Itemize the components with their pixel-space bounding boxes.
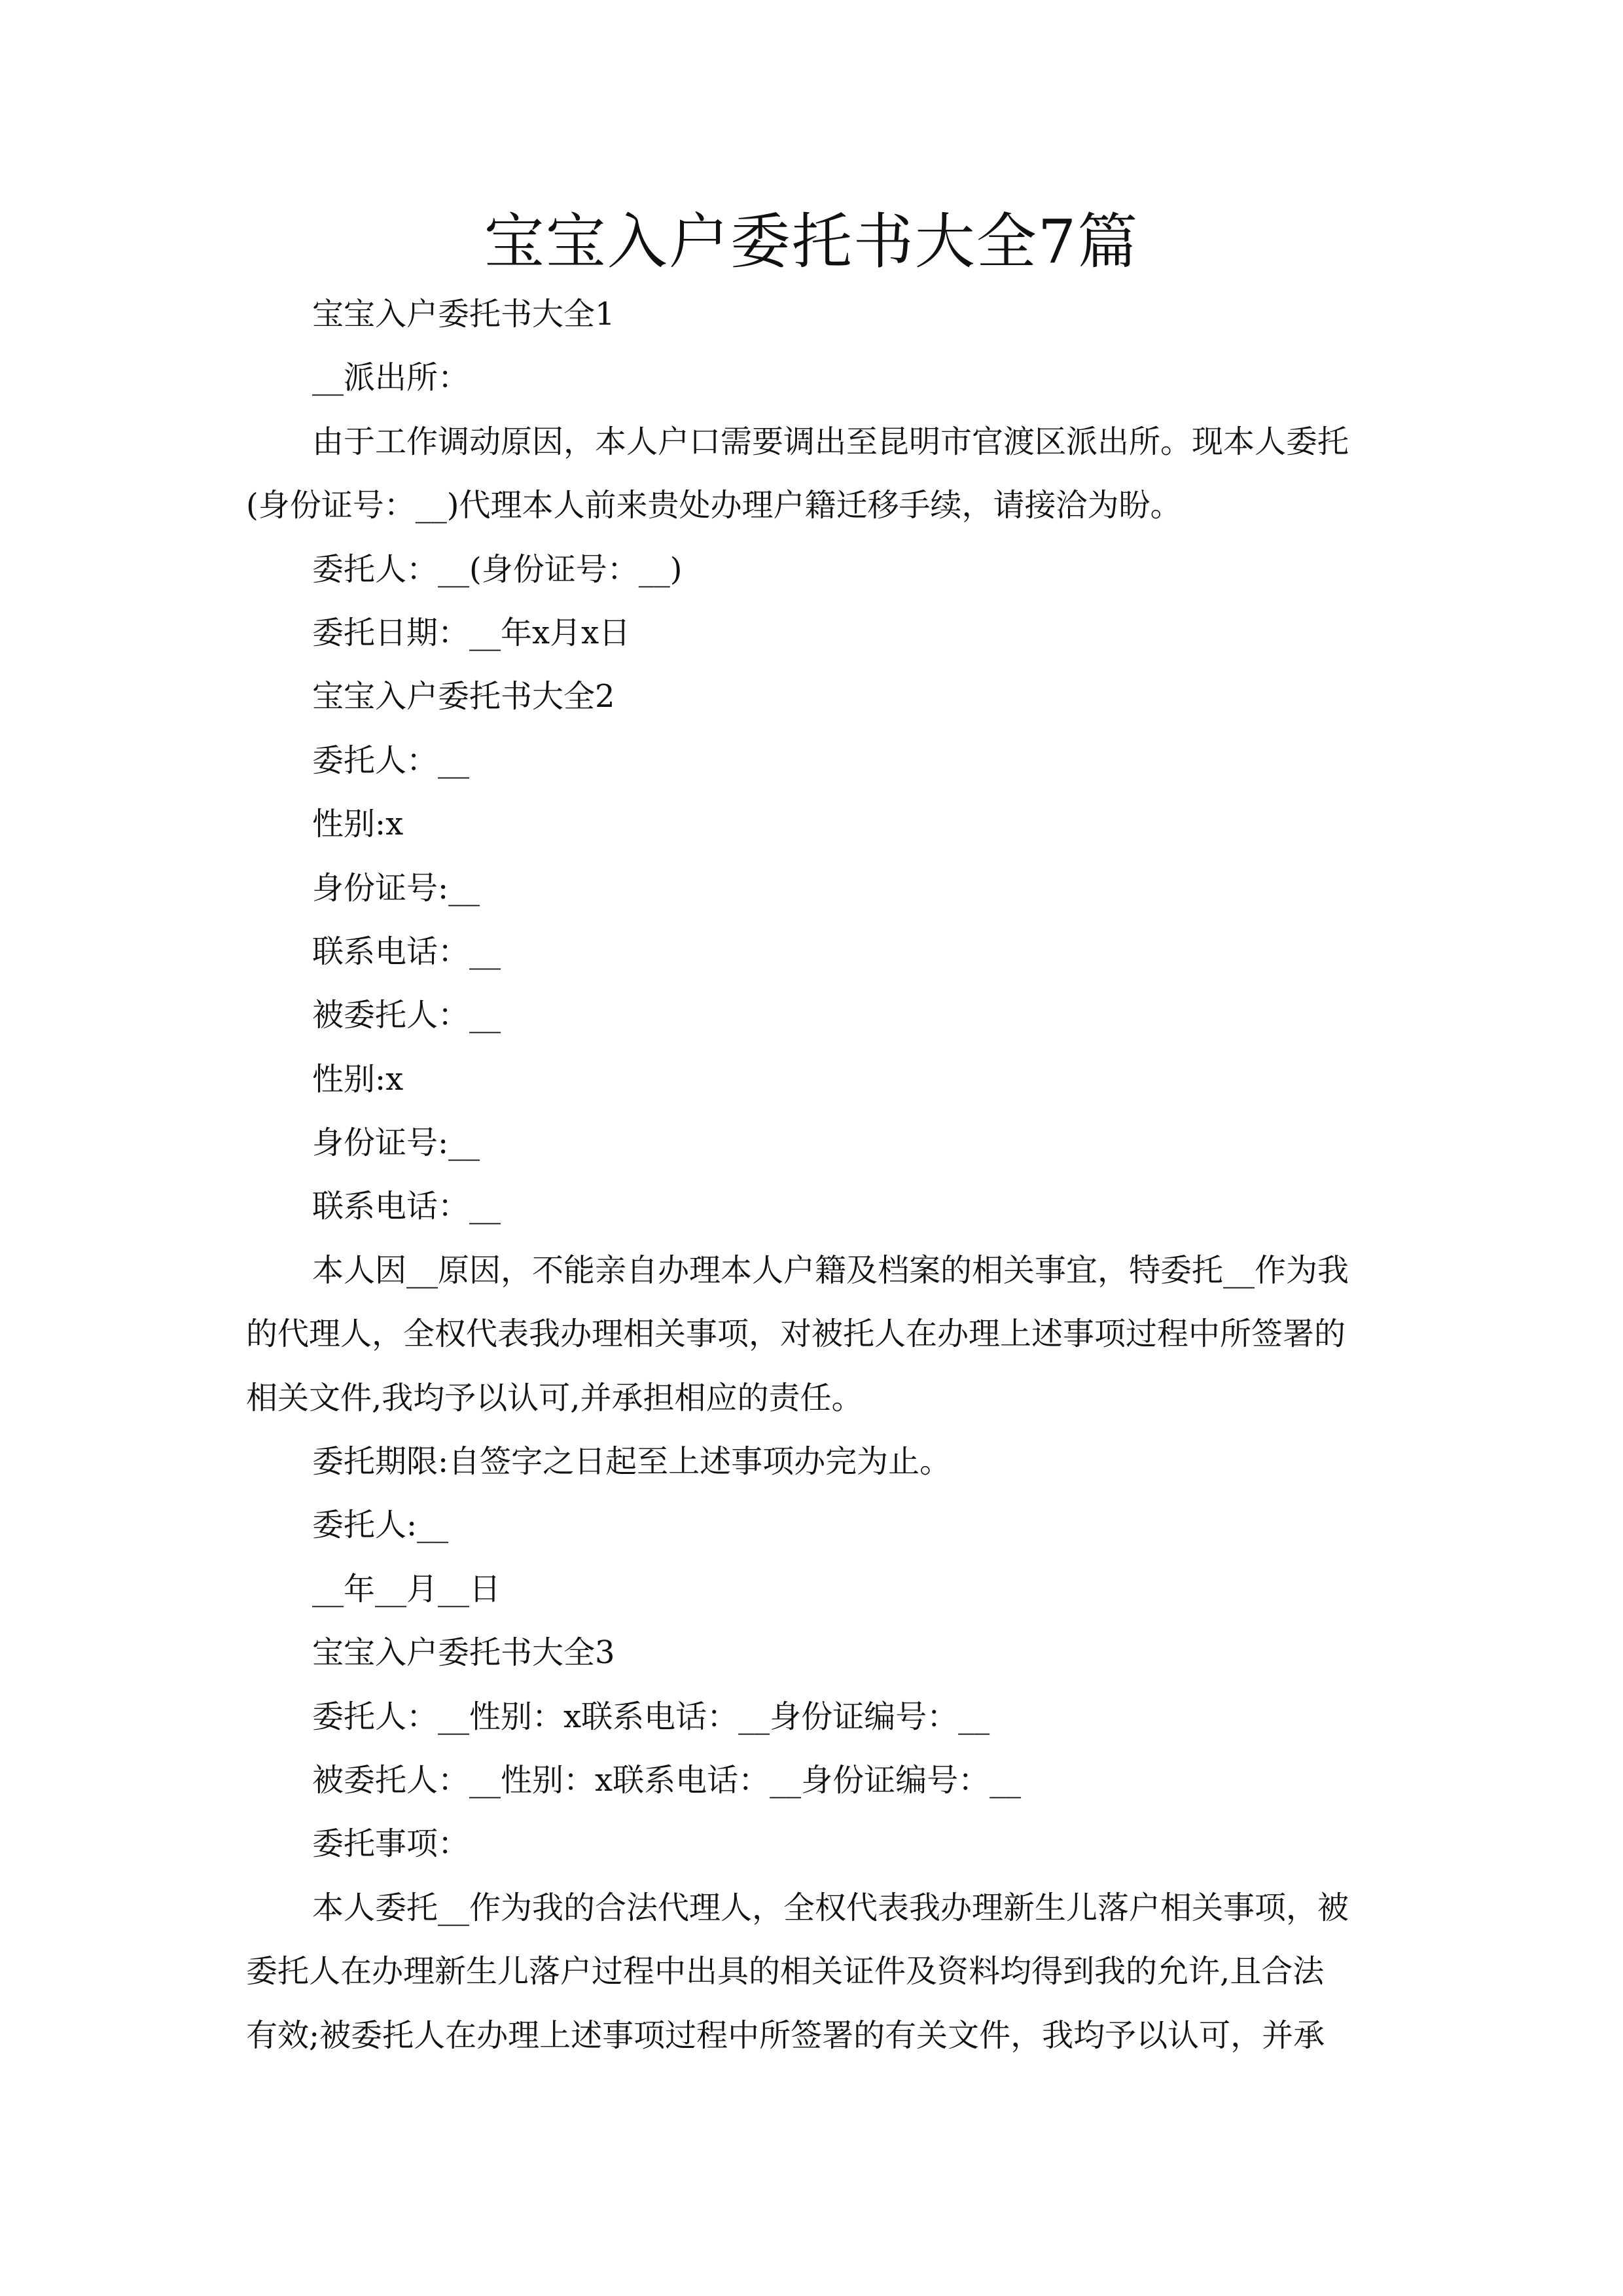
text-line: 委托日期：__年x月x日 <box>312 614 631 651</box>
text-line: (身份证号：__)代理本人前来贵处办理户籍迁移手续，请接洽为盼。 <box>246 487 1182 524</box>
text-line: 的代理人，全权代表我办理相关事项，对被托人在办理上述事项过程中所签署的 <box>246 1316 1346 1353</box>
text-line: 委托人在办理新生儿落户过程中出具的相关证件及资料均得到我的允许,且合法 <box>246 1953 1325 1990</box>
text-line: 性别:x <box>312 806 404 843</box>
text-line: 宝宝入户委托书大全3 <box>312 1634 615 1672</box>
text-line: 性别:x <box>312 1060 404 1098</box>
text-line: 联系电话：__ <box>312 933 501 970</box>
text-line: 身份证号:__ <box>312 1124 480 1162</box>
text-line: 由于工作调动原因，本人户口需要调出至昆明市官渡区派出所。现本人委托 <box>312 423 1349 460</box>
text-line: 本人因__原因，不能亲自办理本人户籍及档案的相关事宜，特委托__作为我 <box>312 1251 1349 1289</box>
text-line: 相关文件,我均予以认可,并承担相应的责任。 <box>246 1379 863 1416</box>
text-line: 身份证号:__ <box>312 869 480 906</box>
text-line: 委托人：__ <box>312 742 470 779</box>
text-line: 委托人：__性别：x联系电话：__身份证编号：__ <box>312 1698 990 1735</box>
text-line: 委托人：__(身份证号：__) <box>312 550 683 588</box>
document-body <box>246 283 1385 2068</box>
text-line: __派出所： <box>312 359 470 397</box>
text-line: 有效;被委托人在办理上述事项过程中所签署的有关文件，我均予以认可，并承 <box>246 2017 1325 2054</box>
document-title: 宝宝入户委托书大全7篇 <box>484 207 1139 277</box>
text-line: 委托人:__ <box>312 1507 449 1544</box>
text-line: 被委托人：__性别：x联系电话：__身份证编号：__ <box>312 1761 1022 1799</box>
text-line: 被委托人：__ <box>312 997 501 1034</box>
text-line: 宝宝入户委托书大全2 <box>312 678 615 715</box>
text-line: 本人委托__作为我的合法代理人，全权代表我办理新生儿落户相关事项，被 <box>312 1889 1349 1926</box>
text-line: 联系电话：__ <box>312 1188 501 1225</box>
text-line: __年__月__日 <box>312 1570 501 1607</box>
text-line: 委托期限:自签字之日起至上述事项办完为止。 <box>312 1443 952 1480</box>
text-line: 委托事项： <box>312 1825 470 1863</box>
text-line: 宝宝入户委托书大全1 <box>312 296 615 332</box>
